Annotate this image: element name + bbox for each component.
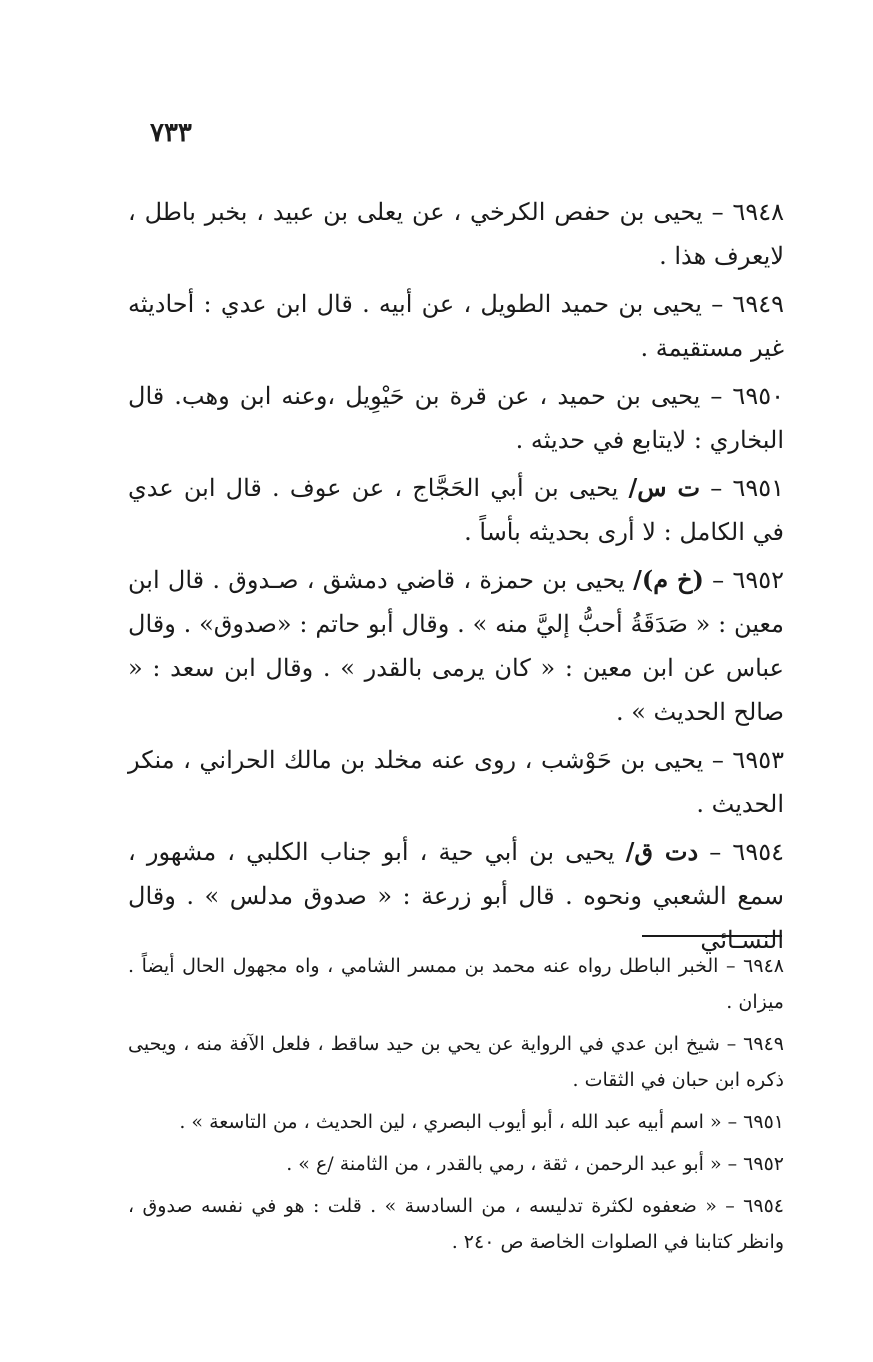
footnote: ٦٩٥١ – « اسم أبيه عبد الله ، أبو أيوب البصري ، لين الحديث ، من التاسعة » . [179,1111,784,1133]
page-number: ٧٣٣ [150,118,192,148]
entry-6948 [128,190,784,278]
main-text [128,190,784,966]
entry-number: ٦٩٤٩ – [711,290,784,318]
entry-6951 [128,466,784,554]
entry-number: ٦٩٥١ – [710,474,785,502]
entry-text: يحيى بن حميد ، عن قرة بن حَيْوِيل ،وعنه ابن وهب. قال البخاري : لايتابع في حديثه . [128,382,784,454]
entry-text: يحيى بن حَوْشب ، روى عنه مخلد بن مالك الحراني ، منكر الحديث . [128,746,784,818]
entry-6950 [128,374,784,462]
entry-number: ٦٩٥٣ – [711,746,784,774]
entry-6954 [128,830,784,962]
entry-6952 [128,558,784,734]
footnotes [128,948,784,1266]
entry-text: يحيى بن حمزة ، قاضي دمشق ، صـدوق . قال ابن معين : « صَدَقَةُ أحبُّ إليَّ منه » . وقال أبو حاتم : «صدوق» . وقال عباس عن ابن معين : « كان يرمى بالقدر » . وقال ابن سعد : « صالح الحديث » . [128,566,784,726]
entry-tag: دت ق/ [625,837,699,866]
footnote-divider [642,935,782,937]
entry-tag: ت س/ [628,473,701,502]
footnote: ٦٩٤٩ – شيخ ابن عدي في الرواية عن يحي بن حيد ساقط ، فلعل الآفة منه ، ويحيى ذكره ابن حبان في الثقات . [128,1033,784,1091]
entry-text: يحيى بن أبي الحَجَّاج ، عن عوف . قال ابن عدي في الكامل : لا أرى بحديثه بأساً . [128,474,784,546]
footnote: ٦٩٥٤ – « ضعفوه لكثرة تدليسه ، من السادسة » . قلت : هو في نفسه صدوق ، وانظر كتابنا في الصلوات الخاصة ص ٢٤٠ . [128,1195,784,1253]
entry-tag: (خ م)/ [633,565,704,594]
entry-text: يحيى بن حفص الكرخي ، عن يعلى بن عبيد ، بخبر باطل ، لايعرف هذا . [128,198,784,270]
entry-text: يحيى بن حميد الطويل ، عن أبيه . قال ابن عدي : أحاديثه غير مستقيمة . [128,290,784,362]
entry-number: ٦٩٥٤ – [709,838,784,866]
entry-number: ٦٩٥٠ – [710,382,784,410]
entry-6949 [128,282,784,370]
entry-number: ٦٩٤٨ – [711,198,785,226]
entry-text: يحيى بن أبي حية ، أبو جناب الكلبي ، مشهور ، سمع الشعبي ونحوه . قال أبو زرعة : « صدوق مدلس » . وقال النسـائي [128,838,784,954]
footnote: ٦٩٥٢ – « أبو عبد الرحمن ، ثقة ، رمي بالقدر ، من الثامنة /ع » . [286,1153,784,1175]
footnote: ٦٩٤٨ – الخبر الباطل رواه عنه محمد بن ممسر الشامي ، واه مجهول الحال أيضاً . ميزان . [128,955,784,1013]
entry-number: ٦٩٥٢ – [712,566,784,594]
entry-6953 [128,738,784,826]
